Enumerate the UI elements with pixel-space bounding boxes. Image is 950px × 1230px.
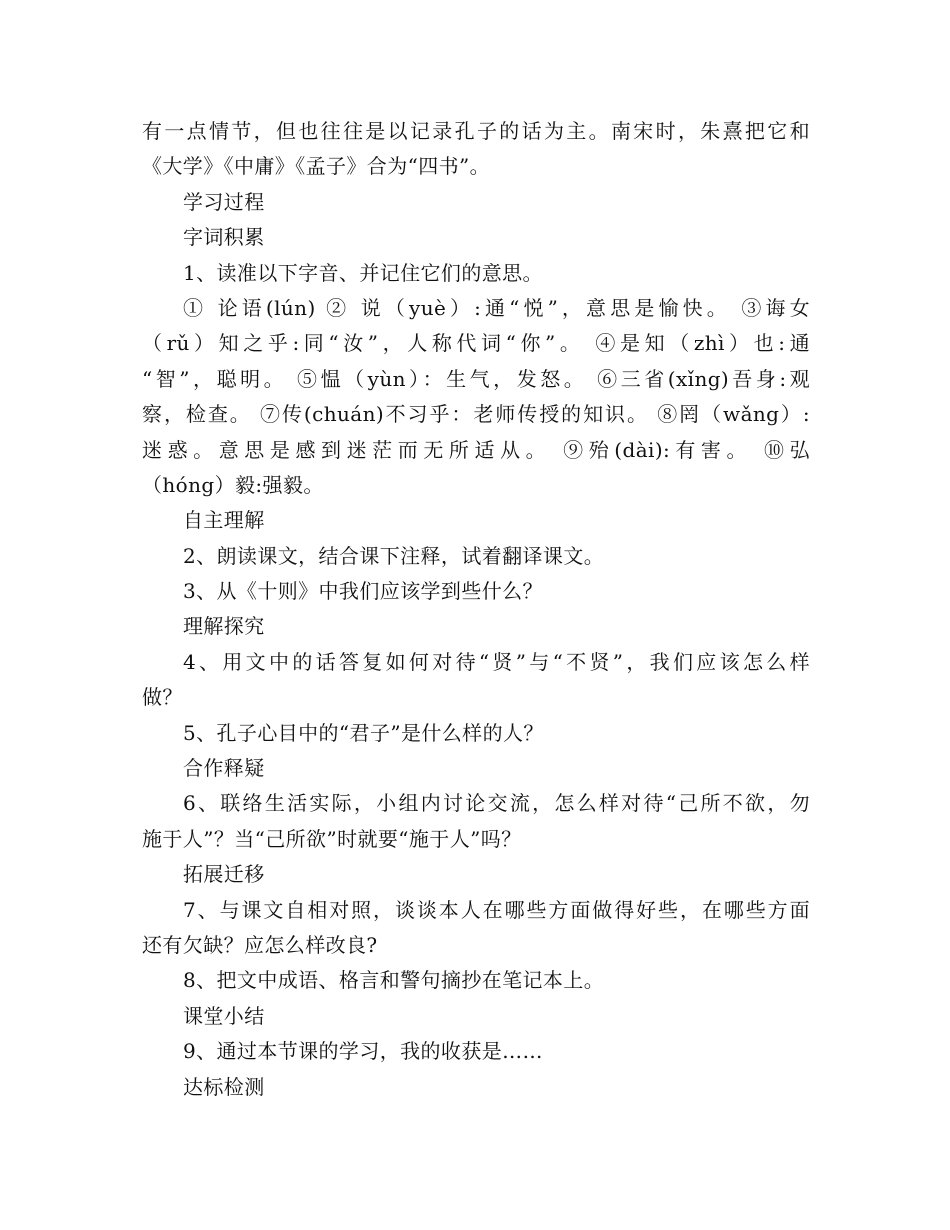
text-line: 3、从《十则》中我们应该学到些什么？	[183, 579, 543, 604]
text-line: 字词积累	[183, 225, 265, 250]
document-page	[142, 114, 810, 1105]
text-line: 6、联络生活实际，小组内讨论交流，怎么样对待“己所不欲，勿	[183, 791, 810, 816]
text-line: 1、读准以下字音、并记住它们的意思。	[183, 260, 543, 285]
text-line: （hóng）毅:强毅。	[142, 472, 324, 497]
text-line: 《大学》《中庸》《孟子》合为“四书”。	[142, 154, 491, 179]
text-line: ① 论语(lún) ② 说（yuè）:通“悦”，意思是愉快。 ③诲女	[183, 295, 810, 320]
text-line: （rǔ）知之乎:同“汝”，人称代词“你”。 ④是知（zhì）也:通	[142, 331, 810, 356]
text-line: 拓展迁移	[183, 862, 265, 887]
text-line: 还有欠缺？应怎么样改良?	[142, 932, 378, 957]
text-line: 2、朗读课文，结合课下注释，试着翻译课文。	[183, 543, 605, 568]
text-line: 课堂小结	[183, 1003, 265, 1028]
text-line: 4、用文中的话答复如何对待“贤”与“不贤”，我们应该怎么样	[183, 649, 810, 674]
text-line: 7、与课文自相对照，谈谈本人在哪些方面做得好些，在哪些方面	[183, 897, 810, 922]
text-line: 5、孔子心目中的“君子”是什么样的人？	[183, 720, 544, 745]
text-line: 学习过程	[183, 189, 265, 214]
text-line: 迷惑。意思是感到迷茫而无所适从。 ⑨殆(dài):有害。 ⑩弘	[142, 437, 810, 462]
text-line: 察，检查。 ⑦传(chuán)不习乎：老师传授的知识。 ⑧罔（wǎng）:	[142, 402, 810, 427]
text-line: “智”，聪明。 ⑤愠（yùn）：生气，发怒。 ⑥三省(xǐng)吾身:观	[142, 366, 810, 391]
text-line: 施于人”？当“己所欲”时就要“施于人”吗？	[142, 826, 522, 851]
text-line: 自主理解	[183, 508, 265, 533]
text-line: 9、通过本节课的学习，我的收获是……	[183, 1039, 543, 1064]
text-line: 8、把文中成语、格言和警句摘抄在笔记本上。	[183, 968, 605, 993]
text-line: 理解探究	[183, 614, 265, 639]
text-line: 达标检测	[183, 1074, 265, 1099]
text-line: 做？	[142, 685, 183, 710]
text-line: 有一点情节，但也往往是以记录孔子的话为主。南宋时，朱熹把它和	[142, 119, 810, 143]
text-line: 合作释疑	[183, 756, 265, 781]
